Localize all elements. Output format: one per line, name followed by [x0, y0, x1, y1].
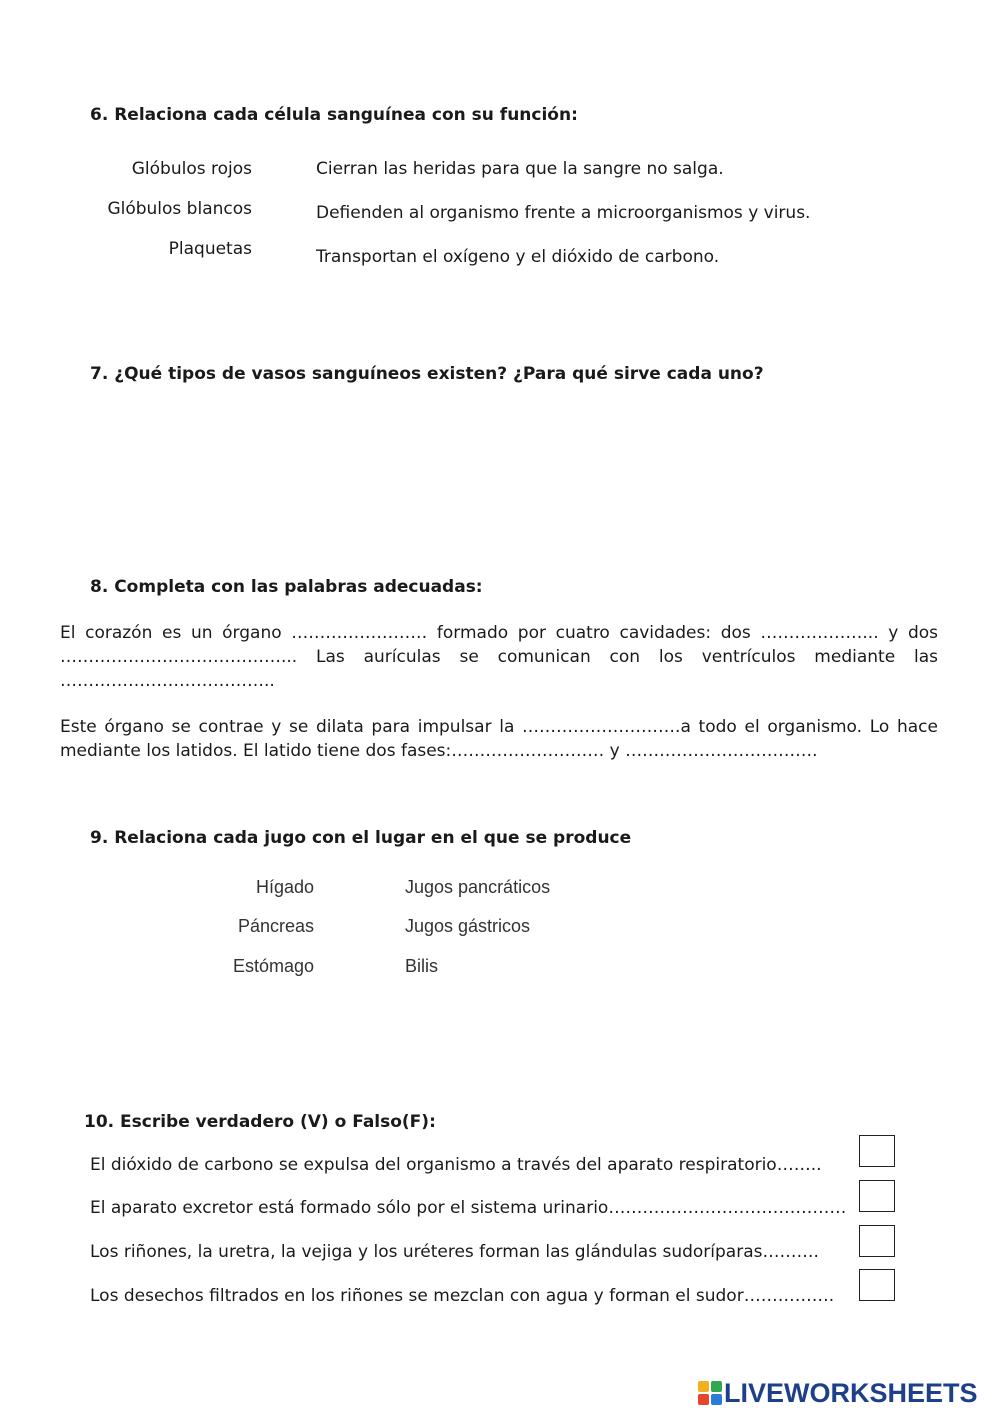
answer-box-3[interactable] — [859, 1225, 895, 1257]
organ-1: Hígado — [255, 877, 314, 897]
answer-box-2[interactable] — [859, 1180, 895, 1212]
fill-paragraph-1[interactable]: El corazón es un órgano …………………… formado por cuatro cavidades: dos ………………... y dos …………………………………... Las aurículas se comunican con los ventrículos mediante las ……………………………….. — [60, 623, 938, 691]
logo-square-2 — [711, 1381, 722, 1392]
logo-square-4 — [711, 1394, 722, 1405]
question-6-title: 6. Relaciona cada célula sanguínea con su función: — [90, 105, 578, 125]
statement-2: El aparato excretor está formado sólo por el sistema urinario…………………………………… — [90, 1198, 847, 1218]
cell-function-2[interactable]: Defienden al organismo frente a microorganismos y virus. — [316, 203, 811, 223]
cell-type-3: Plaquetas — [168, 239, 252, 259]
statement-1: El dióxido de carbono se expulsa del organismo a través del aparato respiratorio…….. — [90, 1155, 822, 1175]
answer-box-4[interactable] — [859, 1269, 895, 1301]
question-7-title: 7. ¿Qué tipos de vasos sanguíneos existen? ¿Para qué sirve cada uno? — [90, 364, 764, 384]
question-9-title: 9. Relaciona cada jugo con el lugar en el que se produce — [90, 828, 632, 848]
question-8-title: 8. Completa con las palabras adecuadas: — [90, 577, 483, 597]
answer-area-7[interactable] — [60, 400, 938, 550]
statement-4: Los desechos filtrados en los riñones se mezclan con agua y forman el sudor……………. — [90, 1286, 835, 1306]
liveworksheets-logo-icon — [698, 1381, 722, 1405]
question-10-title: 10. Escribe verdadero (V) o Falso(F): — [84, 1112, 436, 1132]
juice-3[interactable]: Bilis — [405, 956, 439, 976]
liveworksheets-logo — [698, 1377, 978, 1409]
juice-2[interactable]: Jugos gástricos — [405, 916, 531, 936]
logo-square-1 — [698, 1381, 709, 1392]
cell-type-2: Glóbulos blancos — [107, 199, 252, 219]
cell-type-1: Glóbulos rojos — [131, 159, 252, 179]
cell-function-1[interactable]: Cierran las heridas para que la sangre no salga. — [316, 159, 724, 179]
organ-3: Estómago — [232, 956, 314, 976]
organ-2: Páncreas — [237, 916, 314, 936]
logo-text: LIVEWORKSHEETS — [724, 1377, 978, 1408]
cell-function-3[interactable]: Transportan el oxígeno y el dióxido de carbono. — [316, 247, 720, 267]
juice-1[interactable]: Jugos pancráticos — [405, 877, 551, 897]
logo-square-3 — [698, 1394, 709, 1405]
statement-3: Los riñones, la uretra, la vejiga y los uréteres forman las glándulas sudoríparas………. — [90, 1242, 819, 1262]
fill-paragraph-2[interactable]: Este órgano se contrae y se dilata para impulsar la ……………………….a todo el organismo. Lo hace mediante los latidos. El latido tiene dos fases:……………………… y ……………………………. — [60, 717, 938, 761]
answer-box-1[interactable] — [859, 1135, 895, 1167]
